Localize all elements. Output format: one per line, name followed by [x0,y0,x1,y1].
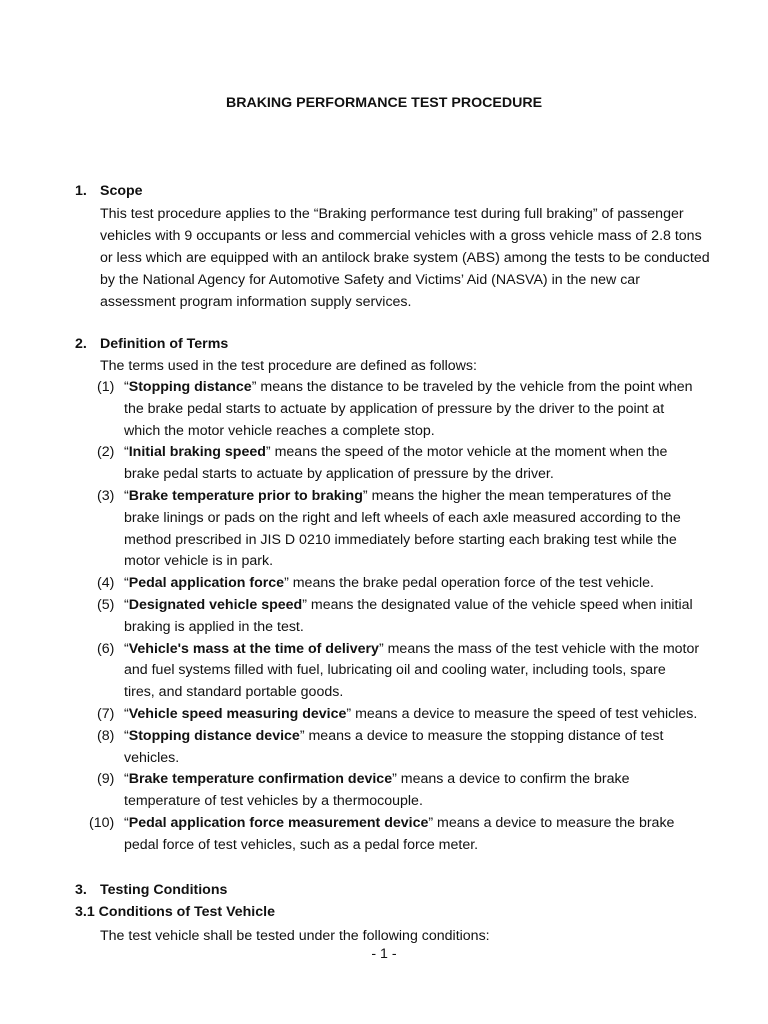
open-quote: “ [124,705,129,722]
open-quote: “ [124,487,129,504]
definition-text: means the distance to be traveled by the vehicle from the point when the brake pedal starts to actuate by application of pressure by the driver to the point at which the motor vehicle reaches a complete stop. [124,379,693,439]
open-quote: “ [124,596,129,613]
defined-term: Vehicle speed measuring device [128,705,347,722]
definition-item [0,769,700,813]
list-marker: (3) [97,487,115,504]
open-quote: “ [124,640,129,657]
section-heading-definitions [75,334,228,354]
open-quote: “ [124,771,129,788]
definition-item [0,726,700,770]
defined-term: Pedal application force [128,575,285,592]
definition-text: means the mass of the test vehicle with the motor and fuel systems filled with fuel, lubricating oil and cooling water, including tools, spare tires, and standard portable goods. [124,640,700,701]
definition-text: means a device to measure the speed of test vehicles. [351,705,698,722]
list-marker: (6) [97,640,115,657]
definition-item [0,595,700,639]
list-marker: (7) [97,705,115,722]
defined-term: Vehicle's mass at the time of delivery [128,640,379,657]
defined-term: Stopping distance device [128,727,300,744]
list-marker: (9) [97,771,115,788]
open-quote: “ [124,575,129,592]
section-number: 1. [75,183,87,199]
definition-text: means a device to confirm the brake temperature of test vehicles by a thermocouple. [124,771,630,810]
definition-text: means the higher the mean temperatures of the brake linings or pads on the right and left wheels of each axle measured according to the method prescribed in JIS D 0210 immediately before starting each braking test while the motor vehicle is in park. [124,487,681,570]
defined-term: Brake temperature prior to braking [128,487,363,504]
list-marker: (10) [89,814,115,831]
close-quote: ” [265,444,271,461]
section-number: 3. [75,882,87,898]
definition-item [0,486,700,573]
definitions-intro: The terms used in the test procedure are defined as follows: [100,358,477,374]
definition-item [0,704,700,726]
document-title: BRAKING PERFORMANCE TEST PROCEDURE [225,95,543,111]
list-marker: (5) [97,596,115,613]
close-quote: ” [299,727,305,744]
close-quote: ” [346,705,352,722]
list-marker: (8) [97,727,115,744]
section-heading-testing-conditions [75,880,227,900]
subsection-heading-vehicle-conditions: 3.1 Conditions of Test Vehicle [75,904,275,920]
section-title: Testing Conditions [100,882,228,898]
section-heading-scope [75,181,143,201]
definition-text: means a device to measure the brake pedal force of test vehicles, such as a pedal force meter. [124,814,675,853]
definition-text: means a device to measure the stopping distance of test vehicles. [124,727,664,766]
open-quote: “ [124,444,129,461]
open-quote: “ [124,814,129,831]
page-number: - 1 - [371,946,397,962]
list-marker: (4) [97,575,115,592]
vehicle-conditions-intro: The test vehicle shall be tested under the following conditions: [100,928,490,944]
defined-term: Initial braking speed [128,444,266,461]
definition-item [0,377,700,442]
definition-text: means the designated value of the vehicle speed when initial braking is applied in the test. [124,596,693,635]
definition-item [0,813,700,857]
defined-term: Stopping distance [128,379,252,395]
close-quote: ” [428,814,434,831]
open-quote: “ [124,727,129,744]
open-quote: “ [124,379,129,395]
close-quote: ” [362,487,368,504]
section-title: Scope [100,183,143,199]
definition-text: means the speed of the motor vehicle at the moment when the brake pedal starts to actuate by application of pressure by the driver. [124,444,668,483]
list-marker: (2) [97,444,115,461]
close-quote: ” [392,771,397,788]
section-number: 2. [75,336,87,352]
close-quote: ” [378,640,384,657]
section-title: Definition of Terms [100,336,229,352]
scope-paragraph: This test procedure applies to the “Braking performance test during full braking” of passenger vehicles with 9 occupants or less and commercial vehicles with a gross vehicle mass of 2.8 tons or less which are equipped with an antilock brake system (ABS) among the tests to be conducted by the National Agency for Automotive Safety and Victims’ Aid (NASVA) in the new car assessment program information supply services. [100,206,710,310]
definition-item [0,639,700,704]
definition-text: means the brake pedal operation force of the test vehicle. [288,575,654,592]
definition-item [0,442,700,486]
defined-term: Brake temperature confirmation device [128,771,393,788]
definitions-list [0,377,768,857]
defined-term: Pedal application force measurement device [128,814,429,831]
close-quote: ” [284,575,289,592]
list-marker: (1) [97,379,115,395]
definition-item [0,573,700,595]
close-quote: ” [251,379,257,395]
close-quote: ” [302,596,307,613]
defined-term: Designated vehicle speed [128,596,303,613]
